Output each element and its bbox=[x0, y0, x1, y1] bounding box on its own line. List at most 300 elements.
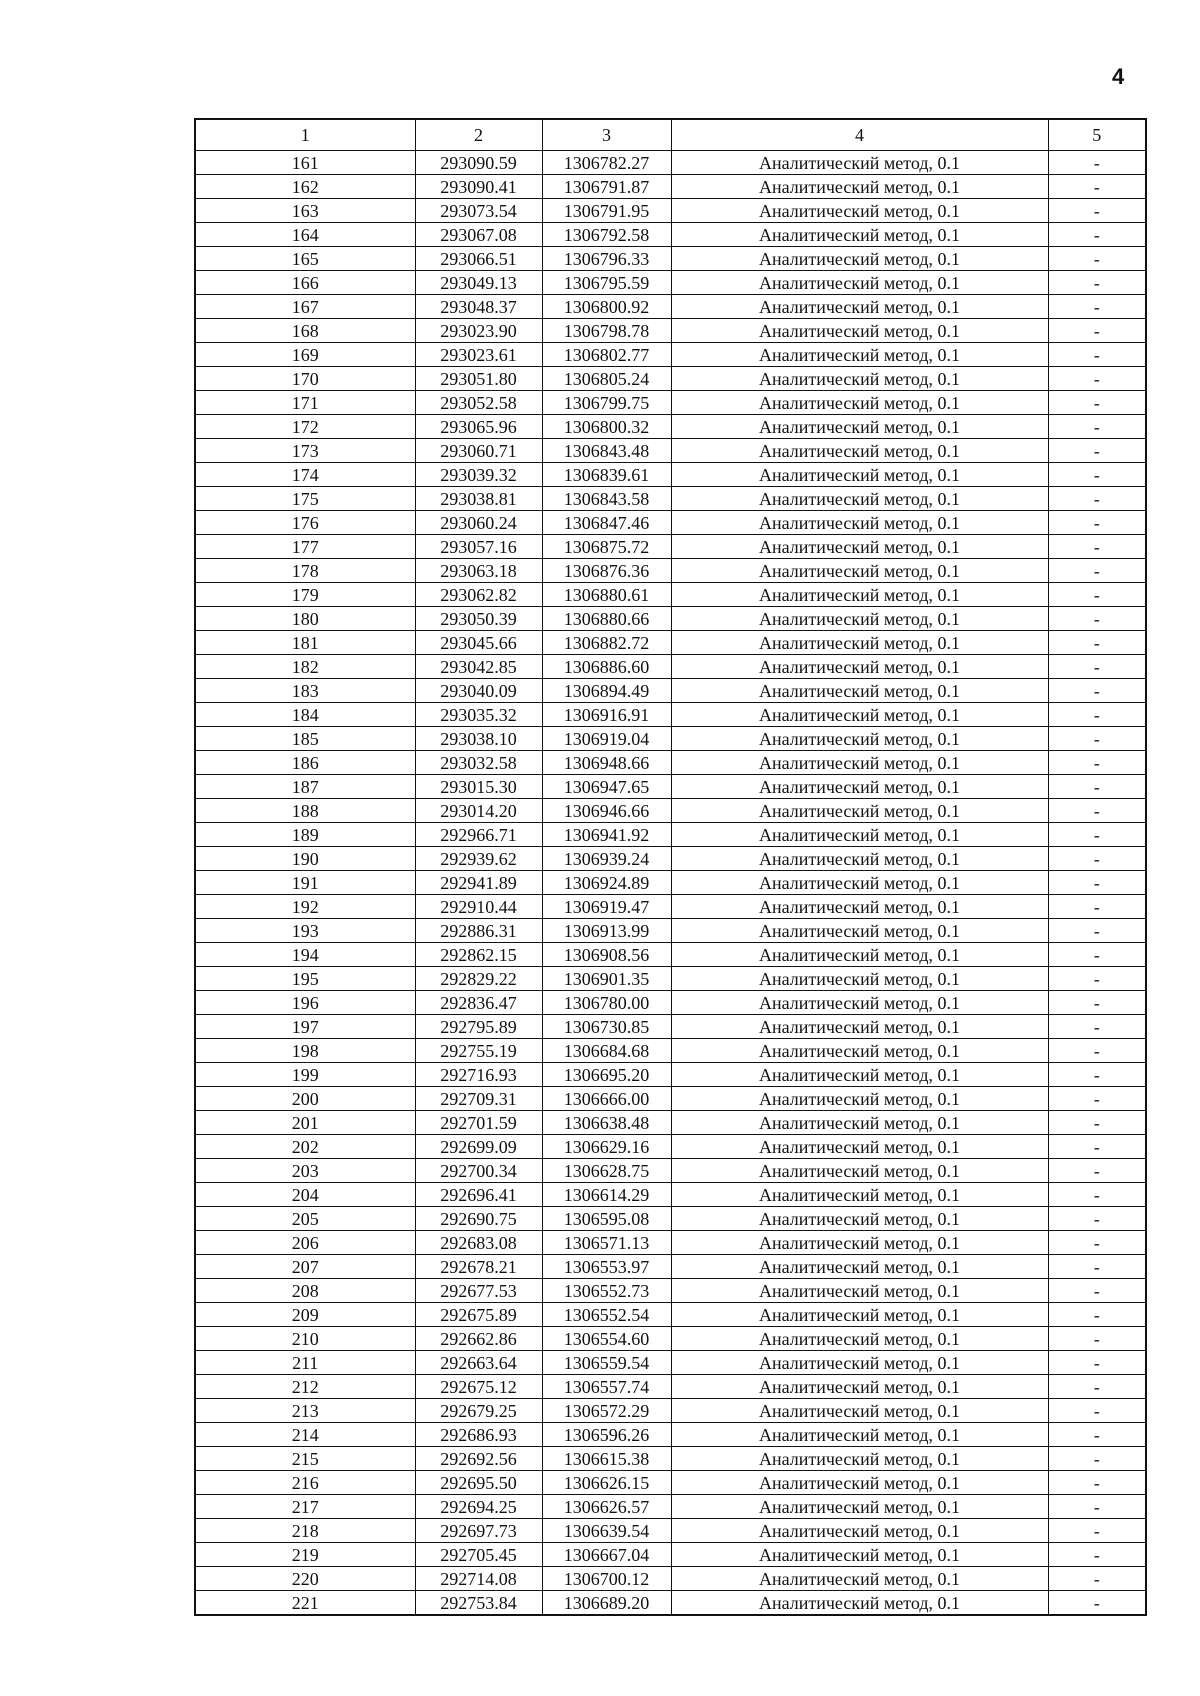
table-row bbox=[195, 1519, 1146, 1543]
method-accuracy-cell: Аналитический метод, 0.1 bbox=[671, 679, 1048, 703]
coordinate-x-cell: 293049.13 bbox=[415, 271, 542, 295]
note-cell: - bbox=[1048, 1039, 1146, 1063]
coordinate-x-cell: 293062.82 bbox=[415, 583, 542, 607]
coordinate-y-cell: 1306626.15 bbox=[542, 1471, 671, 1495]
header-row bbox=[195, 119, 1146, 151]
method-accuracy-cell: Аналитический метод, 0.1 bbox=[671, 295, 1048, 319]
coordinate-x-cell: 293040.09 bbox=[415, 679, 542, 703]
point-number-cell: 211 bbox=[195, 1351, 415, 1375]
method-accuracy-cell: Аналитический метод, 0.1 bbox=[671, 1255, 1048, 1279]
coordinate-y-cell: 1306553.97 bbox=[542, 1255, 671, 1279]
coordinate-x-cell: 293063.18 bbox=[415, 559, 542, 583]
coordinate-y-cell: 1306916.91 bbox=[542, 703, 671, 727]
note-cell: - bbox=[1048, 439, 1146, 463]
point-number-cell: 202 bbox=[195, 1135, 415, 1159]
coordinate-x-cell: 292886.31 bbox=[415, 919, 542, 943]
point-number-cell: 189 bbox=[195, 823, 415, 847]
column-header-5: 5 bbox=[1048, 119, 1146, 151]
table-row bbox=[195, 1399, 1146, 1423]
coordinate-x-cell: 292694.25 bbox=[415, 1495, 542, 1519]
coordinate-x-cell: 292692.56 bbox=[415, 1447, 542, 1471]
note-cell: - bbox=[1048, 1279, 1146, 1303]
coordinate-y-cell: 1306639.54 bbox=[542, 1519, 671, 1543]
table-row bbox=[195, 175, 1146, 199]
note-cell: - bbox=[1048, 775, 1146, 799]
point-number-cell: 165 bbox=[195, 247, 415, 271]
coordinate-y-cell: 1306667.04 bbox=[542, 1543, 671, 1567]
note-cell: - bbox=[1048, 919, 1146, 943]
coordinate-x-cell: 292705.45 bbox=[415, 1543, 542, 1567]
method-accuracy-cell: Аналитический метод, 0.1 bbox=[671, 919, 1048, 943]
table-row bbox=[195, 1591, 1146, 1616]
coordinate-y-cell: 1306791.95 bbox=[542, 199, 671, 223]
note-cell: - bbox=[1048, 1471, 1146, 1495]
coordinate-y-cell: 1306919.47 bbox=[542, 895, 671, 919]
method-accuracy-cell: Аналитический метод, 0.1 bbox=[671, 967, 1048, 991]
table-row bbox=[195, 991, 1146, 1015]
note-cell: - bbox=[1048, 463, 1146, 487]
method-accuracy-cell: Аналитический метод, 0.1 bbox=[671, 1087, 1048, 1111]
table-row bbox=[195, 223, 1146, 247]
coordinate-x-cell: 292939.62 bbox=[415, 847, 542, 871]
point-number-cell: 195 bbox=[195, 967, 415, 991]
coordinate-y-cell: 1306880.61 bbox=[542, 583, 671, 607]
method-accuracy-cell: Аналитический метод, 0.1 bbox=[671, 343, 1048, 367]
point-number-cell: 220 bbox=[195, 1567, 415, 1591]
note-cell: - bbox=[1048, 247, 1146, 271]
method-accuracy-cell: Аналитический метод, 0.1 bbox=[671, 1495, 1048, 1519]
point-number-cell: 161 bbox=[195, 151, 415, 175]
table-row bbox=[195, 1423, 1146, 1447]
coordinate-x-cell: 292683.08 bbox=[415, 1231, 542, 1255]
note-cell: - bbox=[1048, 823, 1146, 847]
coordinate-x-cell: 292836.47 bbox=[415, 991, 542, 1015]
method-accuracy-cell: Аналитический метод, 0.1 bbox=[671, 1543, 1048, 1567]
coordinate-y-cell: 1306947.65 bbox=[542, 775, 671, 799]
note-cell: - bbox=[1048, 751, 1146, 775]
coordinates-table bbox=[194, 118, 1147, 1616]
method-accuracy-cell: Аналитический метод, 0.1 bbox=[671, 391, 1048, 415]
point-number-cell: 169 bbox=[195, 343, 415, 367]
note-cell: - bbox=[1048, 1135, 1146, 1159]
table-row bbox=[195, 1255, 1146, 1279]
coordinate-x-cell: 292675.12 bbox=[415, 1375, 542, 1399]
method-accuracy-cell: Аналитический метод, 0.1 bbox=[671, 1399, 1048, 1423]
coordinate-y-cell: 1306843.58 bbox=[542, 487, 671, 511]
note-cell: - bbox=[1048, 487, 1146, 511]
coordinate-x-cell: 292663.64 bbox=[415, 1351, 542, 1375]
note-cell: - bbox=[1048, 943, 1146, 967]
coordinate-y-cell: 1306596.26 bbox=[542, 1423, 671, 1447]
method-accuracy-cell: Аналитический метод, 0.1 bbox=[671, 1207, 1048, 1231]
coordinate-y-cell: 1306795.59 bbox=[542, 271, 671, 295]
coordinate-x-cell: 292795.89 bbox=[415, 1015, 542, 1039]
coordinate-y-cell: 1306876.36 bbox=[542, 559, 671, 583]
coordinate-y-cell: 1306802.77 bbox=[542, 343, 671, 367]
table-body bbox=[195, 151, 1146, 1616]
method-accuracy-cell: Аналитический метод, 0.1 bbox=[671, 1231, 1048, 1255]
coordinate-x-cell: 292941.89 bbox=[415, 871, 542, 895]
coordinate-x-cell: 292755.19 bbox=[415, 1039, 542, 1063]
point-number-cell: 201 bbox=[195, 1111, 415, 1135]
point-number-cell: 176 bbox=[195, 511, 415, 535]
method-accuracy-cell: Аналитический метод, 0.1 bbox=[671, 439, 1048, 463]
note-cell: - bbox=[1048, 367, 1146, 391]
coordinate-y-cell: 1306552.73 bbox=[542, 1279, 671, 1303]
method-accuracy-cell: Аналитический метод, 0.1 bbox=[671, 751, 1048, 775]
point-number-cell: 183 bbox=[195, 679, 415, 703]
coordinate-x-cell: 292753.84 bbox=[415, 1591, 542, 1616]
point-number-cell: 166 bbox=[195, 271, 415, 295]
method-accuracy-cell: Аналитический метод, 0.1 bbox=[671, 1183, 1048, 1207]
point-number-cell: 214 bbox=[195, 1423, 415, 1447]
point-number-cell: 204 bbox=[195, 1183, 415, 1207]
note-cell: - bbox=[1048, 1087, 1146, 1111]
method-accuracy-cell: Аналитический метод, 0.1 bbox=[671, 1471, 1048, 1495]
method-accuracy-cell: Аналитический метод, 0.1 bbox=[671, 607, 1048, 631]
coordinate-y-cell: 1306847.46 bbox=[542, 511, 671, 535]
coordinate-x-cell: 293060.71 bbox=[415, 439, 542, 463]
point-number-cell: 179 bbox=[195, 583, 415, 607]
note-cell: - bbox=[1048, 1447, 1146, 1471]
method-accuracy-cell: Аналитический метод, 0.1 bbox=[671, 1015, 1048, 1039]
coordinate-y-cell: 1306557.74 bbox=[542, 1375, 671, 1399]
column-header-1: 1 bbox=[195, 119, 415, 151]
note-cell: - bbox=[1048, 703, 1146, 727]
coordinate-x-cell: 293073.54 bbox=[415, 199, 542, 223]
point-number-cell: 175 bbox=[195, 487, 415, 511]
coordinate-x-cell: 293038.10 bbox=[415, 727, 542, 751]
coordinate-x-cell: 293090.59 bbox=[415, 151, 542, 175]
column-header-4: 4 bbox=[671, 119, 1048, 151]
coordinate-y-cell: 1306780.00 bbox=[542, 991, 671, 1015]
coordinate-x-cell: 293039.32 bbox=[415, 463, 542, 487]
point-number-cell: 203 bbox=[195, 1159, 415, 1183]
table-row bbox=[195, 703, 1146, 727]
coordinate-x-cell: 293042.85 bbox=[415, 655, 542, 679]
coordinate-y-cell: 1306571.13 bbox=[542, 1231, 671, 1255]
table-row bbox=[195, 487, 1146, 511]
coordinate-y-cell: 1306799.75 bbox=[542, 391, 671, 415]
coordinate-y-cell: 1306572.29 bbox=[542, 1399, 671, 1423]
method-accuracy-cell: Аналитический метод, 0.1 bbox=[671, 1111, 1048, 1135]
note-cell: - bbox=[1048, 1495, 1146, 1519]
point-number-cell: 213 bbox=[195, 1399, 415, 1423]
method-accuracy-cell: Аналитический метод, 0.1 bbox=[671, 1519, 1048, 1543]
table-row bbox=[195, 1087, 1146, 1111]
method-accuracy-cell: Аналитический метод, 0.1 bbox=[671, 1279, 1048, 1303]
coordinate-y-cell: 1306792.58 bbox=[542, 223, 671, 247]
point-number-cell: 218 bbox=[195, 1519, 415, 1543]
table-row bbox=[195, 919, 1146, 943]
table-row bbox=[195, 1471, 1146, 1495]
coordinate-x-cell: 293045.66 bbox=[415, 631, 542, 655]
note-cell: - bbox=[1048, 1015, 1146, 1039]
note-cell: - bbox=[1048, 223, 1146, 247]
coordinate-x-cell: 292675.89 bbox=[415, 1303, 542, 1327]
point-number-cell: 194 bbox=[195, 943, 415, 967]
method-accuracy-cell: Аналитический метод, 0.1 bbox=[671, 1327, 1048, 1351]
method-accuracy-cell: Аналитический метод, 0.1 bbox=[671, 799, 1048, 823]
point-number-cell: 206 bbox=[195, 1231, 415, 1255]
coordinate-x-cell: 293066.51 bbox=[415, 247, 542, 271]
coordinate-x-cell: 293035.32 bbox=[415, 703, 542, 727]
coordinate-x-cell: 293052.58 bbox=[415, 391, 542, 415]
note-cell: - bbox=[1048, 895, 1146, 919]
point-number-cell: 191 bbox=[195, 871, 415, 895]
method-accuracy-cell: Аналитический метод, 0.1 bbox=[671, 319, 1048, 343]
note-cell: - bbox=[1048, 799, 1146, 823]
table-row bbox=[195, 1543, 1146, 1567]
note-cell: - bbox=[1048, 1063, 1146, 1087]
coordinate-y-cell: 1306894.49 bbox=[542, 679, 671, 703]
coordinate-x-cell: 292701.59 bbox=[415, 1111, 542, 1135]
method-accuracy-cell: Аналитический метод, 0.1 bbox=[671, 1423, 1048, 1447]
point-number-cell: 171 bbox=[195, 391, 415, 415]
table-row bbox=[195, 343, 1146, 367]
table-header bbox=[195, 119, 1146, 151]
note-cell: - bbox=[1048, 151, 1146, 175]
coordinate-y-cell: 1306843.48 bbox=[542, 439, 671, 463]
note-cell: - bbox=[1048, 1375, 1146, 1399]
point-number-cell: 174 bbox=[195, 463, 415, 487]
table-row bbox=[195, 847, 1146, 871]
coordinate-x-cell: 293023.90 bbox=[415, 319, 542, 343]
point-number-cell: 178 bbox=[195, 559, 415, 583]
point-number-cell: 170 bbox=[195, 367, 415, 391]
method-accuracy-cell: Аналитический метод, 0.1 bbox=[671, 703, 1048, 727]
method-accuracy-cell: Аналитический метод, 0.1 bbox=[671, 775, 1048, 799]
table-row bbox=[195, 1327, 1146, 1351]
note-cell: - bbox=[1048, 1111, 1146, 1135]
coordinate-x-cell: 293015.30 bbox=[415, 775, 542, 799]
table-row bbox=[195, 799, 1146, 823]
method-accuracy-cell: Аналитический метод, 0.1 bbox=[671, 727, 1048, 751]
coordinate-y-cell: 1306800.32 bbox=[542, 415, 671, 439]
method-accuracy-cell: Аналитический метод, 0.1 bbox=[671, 583, 1048, 607]
table-row bbox=[195, 1567, 1146, 1591]
note-cell: - bbox=[1048, 727, 1146, 751]
coordinate-x-cell: 292696.41 bbox=[415, 1183, 542, 1207]
coordinate-x-cell: 292686.93 bbox=[415, 1423, 542, 1447]
method-accuracy-cell: Аналитический метод, 0.1 bbox=[671, 151, 1048, 175]
table-row bbox=[195, 823, 1146, 847]
coordinate-y-cell: 1306939.24 bbox=[542, 847, 671, 871]
table-row bbox=[195, 559, 1146, 583]
coordinate-y-cell: 1306886.60 bbox=[542, 655, 671, 679]
method-accuracy-cell: Аналитический метод, 0.1 bbox=[671, 1039, 1048, 1063]
column-header-2: 2 bbox=[415, 119, 542, 151]
coordinate-x-cell: 292829.22 bbox=[415, 967, 542, 991]
method-accuracy-cell: Аналитический метод, 0.1 bbox=[671, 1063, 1048, 1087]
coordinate-x-cell: 293051.80 bbox=[415, 367, 542, 391]
coordinate-x-cell: 292697.73 bbox=[415, 1519, 542, 1543]
coordinate-y-cell: 1306798.78 bbox=[542, 319, 671, 343]
point-number-cell: 210 bbox=[195, 1327, 415, 1351]
table-row bbox=[195, 151, 1146, 175]
coordinate-y-cell: 1306666.00 bbox=[542, 1087, 671, 1111]
method-accuracy-cell: Аналитический метод, 0.1 bbox=[671, 271, 1048, 295]
coordinate-y-cell: 1306946.66 bbox=[542, 799, 671, 823]
table-row bbox=[195, 655, 1146, 679]
method-accuracy-cell: Аналитический метод, 0.1 bbox=[671, 1447, 1048, 1471]
method-accuracy-cell: Аналитический метод, 0.1 bbox=[671, 223, 1048, 247]
table-row bbox=[195, 1039, 1146, 1063]
page-number: 4 bbox=[1112, 64, 1125, 89]
coordinate-x-cell: 292699.09 bbox=[415, 1135, 542, 1159]
note-cell: - bbox=[1048, 1303, 1146, 1327]
table-row bbox=[195, 1495, 1146, 1519]
note-cell: - bbox=[1048, 871, 1146, 895]
note-cell: - bbox=[1048, 1567, 1146, 1591]
table-row bbox=[195, 1063, 1146, 1087]
coordinate-x-cell: 293014.20 bbox=[415, 799, 542, 823]
point-number-cell: 198 bbox=[195, 1039, 415, 1063]
table-row bbox=[195, 1351, 1146, 1375]
note-cell: - bbox=[1048, 535, 1146, 559]
table-row bbox=[195, 1207, 1146, 1231]
coordinate-x-cell: 292700.34 bbox=[415, 1159, 542, 1183]
table-row bbox=[195, 751, 1146, 775]
coordinate-x-cell: 292966.71 bbox=[415, 823, 542, 847]
table-row bbox=[195, 247, 1146, 271]
table-row bbox=[195, 391, 1146, 415]
point-number-cell: 163 bbox=[195, 199, 415, 223]
point-number-cell: 215 bbox=[195, 1447, 415, 1471]
note-cell: - bbox=[1048, 607, 1146, 631]
point-number-cell: 168 bbox=[195, 319, 415, 343]
note-cell: - bbox=[1048, 631, 1146, 655]
note-cell: - bbox=[1048, 175, 1146, 199]
coordinate-y-cell: 1306941.92 bbox=[542, 823, 671, 847]
coordinate-x-cell: 293067.08 bbox=[415, 223, 542, 247]
method-accuracy-cell: Аналитический метод, 0.1 bbox=[671, 1159, 1048, 1183]
point-number-cell: 172 bbox=[195, 415, 415, 439]
method-accuracy-cell: Аналитический метод, 0.1 bbox=[671, 199, 1048, 223]
point-number-cell: 187 bbox=[195, 775, 415, 799]
note-cell: - bbox=[1048, 991, 1146, 1015]
coordinate-y-cell: 1306695.20 bbox=[542, 1063, 671, 1087]
table-row bbox=[195, 631, 1146, 655]
method-accuracy-cell: Аналитический метод, 0.1 bbox=[671, 1135, 1048, 1159]
coordinate-x-cell: 292714.08 bbox=[415, 1567, 542, 1591]
point-number-cell: 200 bbox=[195, 1087, 415, 1111]
table-row bbox=[195, 895, 1146, 919]
coordinate-y-cell: 1306684.68 bbox=[542, 1039, 671, 1063]
coordinate-y-cell: 1306839.61 bbox=[542, 463, 671, 487]
coordinate-y-cell: 1306595.08 bbox=[542, 1207, 671, 1231]
coordinate-y-cell: 1306615.38 bbox=[542, 1447, 671, 1471]
point-number-cell: 196 bbox=[195, 991, 415, 1015]
coordinate-x-cell: 293023.61 bbox=[415, 343, 542, 367]
coordinate-y-cell: 1306875.72 bbox=[542, 535, 671, 559]
coordinate-x-cell: 293060.24 bbox=[415, 511, 542, 535]
method-accuracy-cell: Аналитический метод, 0.1 bbox=[671, 631, 1048, 655]
note-cell: - bbox=[1048, 1543, 1146, 1567]
table-row bbox=[195, 1231, 1146, 1255]
table-row bbox=[195, 1135, 1146, 1159]
method-accuracy-cell: Аналитический метод, 0.1 bbox=[671, 463, 1048, 487]
coordinate-y-cell: 1306730.85 bbox=[542, 1015, 671, 1039]
coordinate-x-cell: 292695.50 bbox=[415, 1471, 542, 1495]
point-number-cell: 193 bbox=[195, 919, 415, 943]
coordinate-y-cell: 1306796.33 bbox=[542, 247, 671, 271]
table-row bbox=[195, 1447, 1146, 1471]
point-number-cell: 162 bbox=[195, 175, 415, 199]
table-row bbox=[195, 1279, 1146, 1303]
coordinate-x-cell: 293032.58 bbox=[415, 751, 542, 775]
table-row bbox=[195, 463, 1146, 487]
method-accuracy-cell: Аналитический метод, 0.1 bbox=[671, 535, 1048, 559]
point-number-cell: 207 bbox=[195, 1255, 415, 1279]
method-accuracy-cell: Аналитический метод, 0.1 bbox=[671, 559, 1048, 583]
note-cell: - bbox=[1048, 415, 1146, 439]
note-cell: - bbox=[1048, 1519, 1146, 1543]
method-accuracy-cell: Аналитический метод, 0.1 bbox=[671, 175, 1048, 199]
coordinate-y-cell: 1306924.89 bbox=[542, 871, 671, 895]
coordinate-y-cell: 1306800.92 bbox=[542, 295, 671, 319]
point-number-cell: 181 bbox=[195, 631, 415, 655]
coordinate-y-cell: 1306948.66 bbox=[542, 751, 671, 775]
table-row bbox=[195, 511, 1146, 535]
coordinate-x-cell: 292678.21 bbox=[415, 1255, 542, 1279]
table-row bbox=[195, 199, 1146, 223]
point-number-cell: 186 bbox=[195, 751, 415, 775]
coordinate-x-cell: 292690.75 bbox=[415, 1207, 542, 1231]
coordinate-y-cell: 1306628.75 bbox=[542, 1159, 671, 1183]
method-accuracy-cell: Аналитический метод, 0.1 bbox=[671, 511, 1048, 535]
method-accuracy-cell: Аналитический метод, 0.1 bbox=[671, 895, 1048, 919]
table-row bbox=[195, 439, 1146, 463]
coordinate-y-cell: 1306882.72 bbox=[542, 631, 671, 655]
point-number-cell: 199 bbox=[195, 1063, 415, 1087]
coordinate-y-cell: 1306919.04 bbox=[542, 727, 671, 751]
table-row bbox=[195, 583, 1146, 607]
note-cell: - bbox=[1048, 319, 1146, 343]
table-row bbox=[195, 1111, 1146, 1135]
point-number-cell: 182 bbox=[195, 655, 415, 679]
note-cell: - bbox=[1048, 655, 1146, 679]
point-number-cell: 167 bbox=[195, 295, 415, 319]
point-number-cell: 205 bbox=[195, 1207, 415, 1231]
note-cell: - bbox=[1048, 391, 1146, 415]
method-accuracy-cell: Аналитический метод, 0.1 bbox=[671, 1567, 1048, 1591]
table-row bbox=[195, 1183, 1146, 1207]
note-cell: - bbox=[1048, 1231, 1146, 1255]
table-row bbox=[195, 871, 1146, 895]
point-number-cell: 184 bbox=[195, 703, 415, 727]
coordinate-y-cell: 1306629.16 bbox=[542, 1135, 671, 1159]
coordinate-y-cell: 1306791.87 bbox=[542, 175, 671, 199]
coordinate-y-cell: 1306626.57 bbox=[542, 1495, 671, 1519]
coordinate-y-cell: 1306913.99 bbox=[542, 919, 671, 943]
coordinate-x-cell: 292662.86 bbox=[415, 1327, 542, 1351]
table-row bbox=[195, 967, 1146, 991]
table-row bbox=[195, 727, 1146, 751]
coordinate-y-cell: 1306554.60 bbox=[542, 1327, 671, 1351]
coordinate-x-cell: 293090.41 bbox=[415, 175, 542, 199]
point-number-cell: 216 bbox=[195, 1471, 415, 1495]
table-row bbox=[195, 1015, 1146, 1039]
coordinate-x-cell: 293048.37 bbox=[415, 295, 542, 319]
method-accuracy-cell: Аналитический метод, 0.1 bbox=[671, 1591, 1048, 1616]
coordinate-x-cell: 292910.44 bbox=[415, 895, 542, 919]
table-row bbox=[195, 775, 1146, 799]
point-number-cell: 212 bbox=[195, 1375, 415, 1399]
point-number-cell: 180 bbox=[195, 607, 415, 631]
coordinate-y-cell: 1306638.48 bbox=[542, 1111, 671, 1135]
method-accuracy-cell: Аналитический метод, 0.1 bbox=[671, 847, 1048, 871]
